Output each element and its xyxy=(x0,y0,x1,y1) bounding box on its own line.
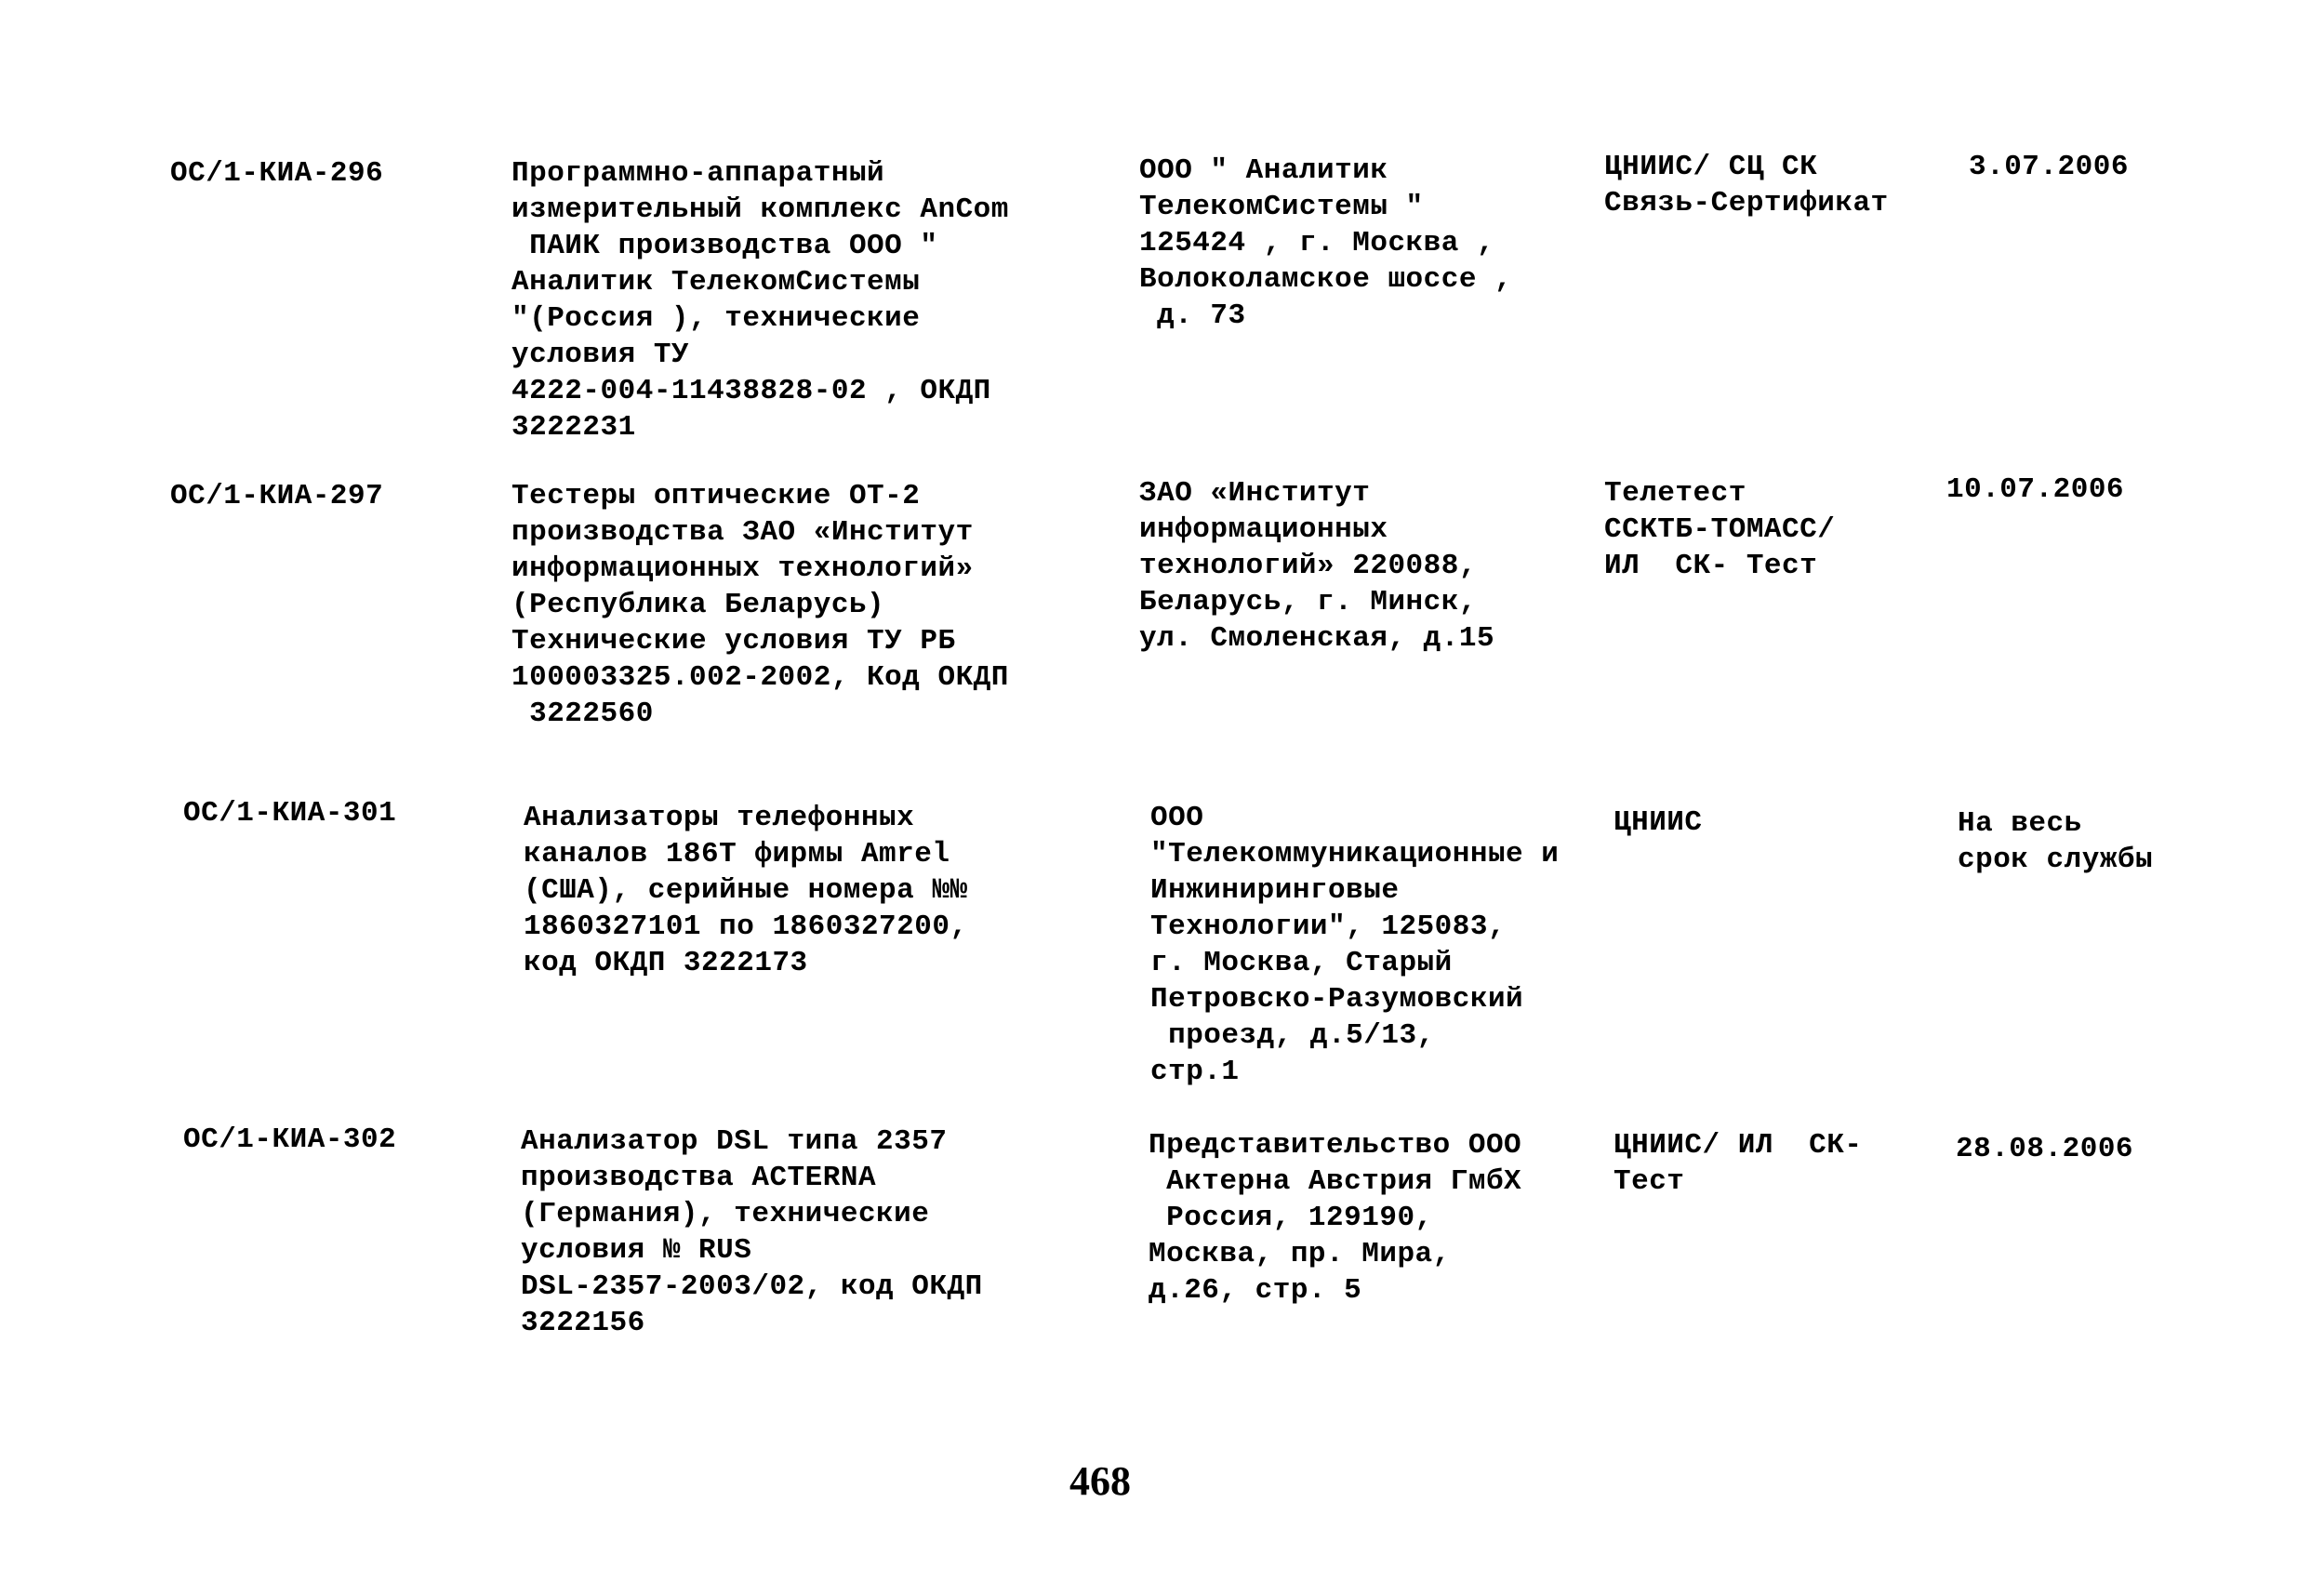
row-4-certifying-body: ЦНИИС/ ИЛ СК- Тест xyxy=(1614,1129,1863,1198)
row-2-manufacturer: ЗАО «Институт информационных технологий» 220088, Беларусь, г. Минск, ул. Смоленская, д.15 xyxy=(1139,477,1495,655)
row-3-manufacturer: ООО "Телекоммуникационные и Инжиниринговые Технологии", 125083, г. Москва, Старый Петровско-Разумовский проезд, д.5/13, стр.1 xyxy=(1150,802,1560,1088)
row-1-manufacturer: ООО " Аналитик ТелекомСистемы " 125424 , г. Москва , Волоколамское шоссе , д. 73 xyxy=(1139,154,1513,332)
row-1-certifying-body: ЦНИИС/ СЦ СК Связь-Сертификат xyxy=(1604,151,1889,219)
row-1-date: 3.07.2006 xyxy=(1969,151,2129,183)
row-3-code: ОС/1-КИА-301 xyxy=(183,797,397,830)
row-1-product: Программно-аппаратный измерительный комплекс AnCom ПАИК производства ООО " Аналитик ТелекомСистемы "(Россия ), технические условия ТУ 4222-004-11438828-02 , ОКДП 3222231 xyxy=(511,157,1009,444)
row-2-product: Тестеры оптические ОТ-2 производства ЗАО «Институт информационных технологий» (Республика Беларусь) Технические условия ТУ РБ 100003325.002-2002, Код ОКДП 3222560 xyxy=(511,480,1009,730)
row-2-code: ОС/1-КИА-297 xyxy=(170,480,384,512)
row-4-manufacturer: Представительство ООО Актерна Австрия ГмбХ Россия, 129190, Москва, пр. Мира, д.26, стр. 5 xyxy=(1149,1129,1522,1307)
row-3-product: Анализаторы телефонных каналов 186T фирмы Amrel (США), серийные номера №№ 1860327101 по 1860327200, код ОКДП 3222173 xyxy=(524,802,968,979)
row-4-product: Анализатор DSL типа 2357 производства ACTERNA (Германия), технические условия № RUS DSL-2357-2003/02, код ОКДП 3222156 xyxy=(521,1125,983,1339)
row-4-date: 28.08.2006 xyxy=(1956,1133,2134,1165)
row-1-code: ОС/1-КИА-296 xyxy=(170,157,384,190)
row-4-code: ОС/1-КИА-302 xyxy=(183,1123,397,1156)
row-3-certifying-body: ЦНИИС xyxy=(1614,806,1703,839)
page-number: 468 xyxy=(1069,1458,1131,1504)
row-2-certifying-body: Телетест ССКТБ-ТОМАСС/ ИЛ СК- Тест xyxy=(1604,477,1836,582)
row-2-date: 10.07.2006 xyxy=(1946,473,2125,506)
row-3-date: На весь срок службы xyxy=(1958,807,2154,876)
